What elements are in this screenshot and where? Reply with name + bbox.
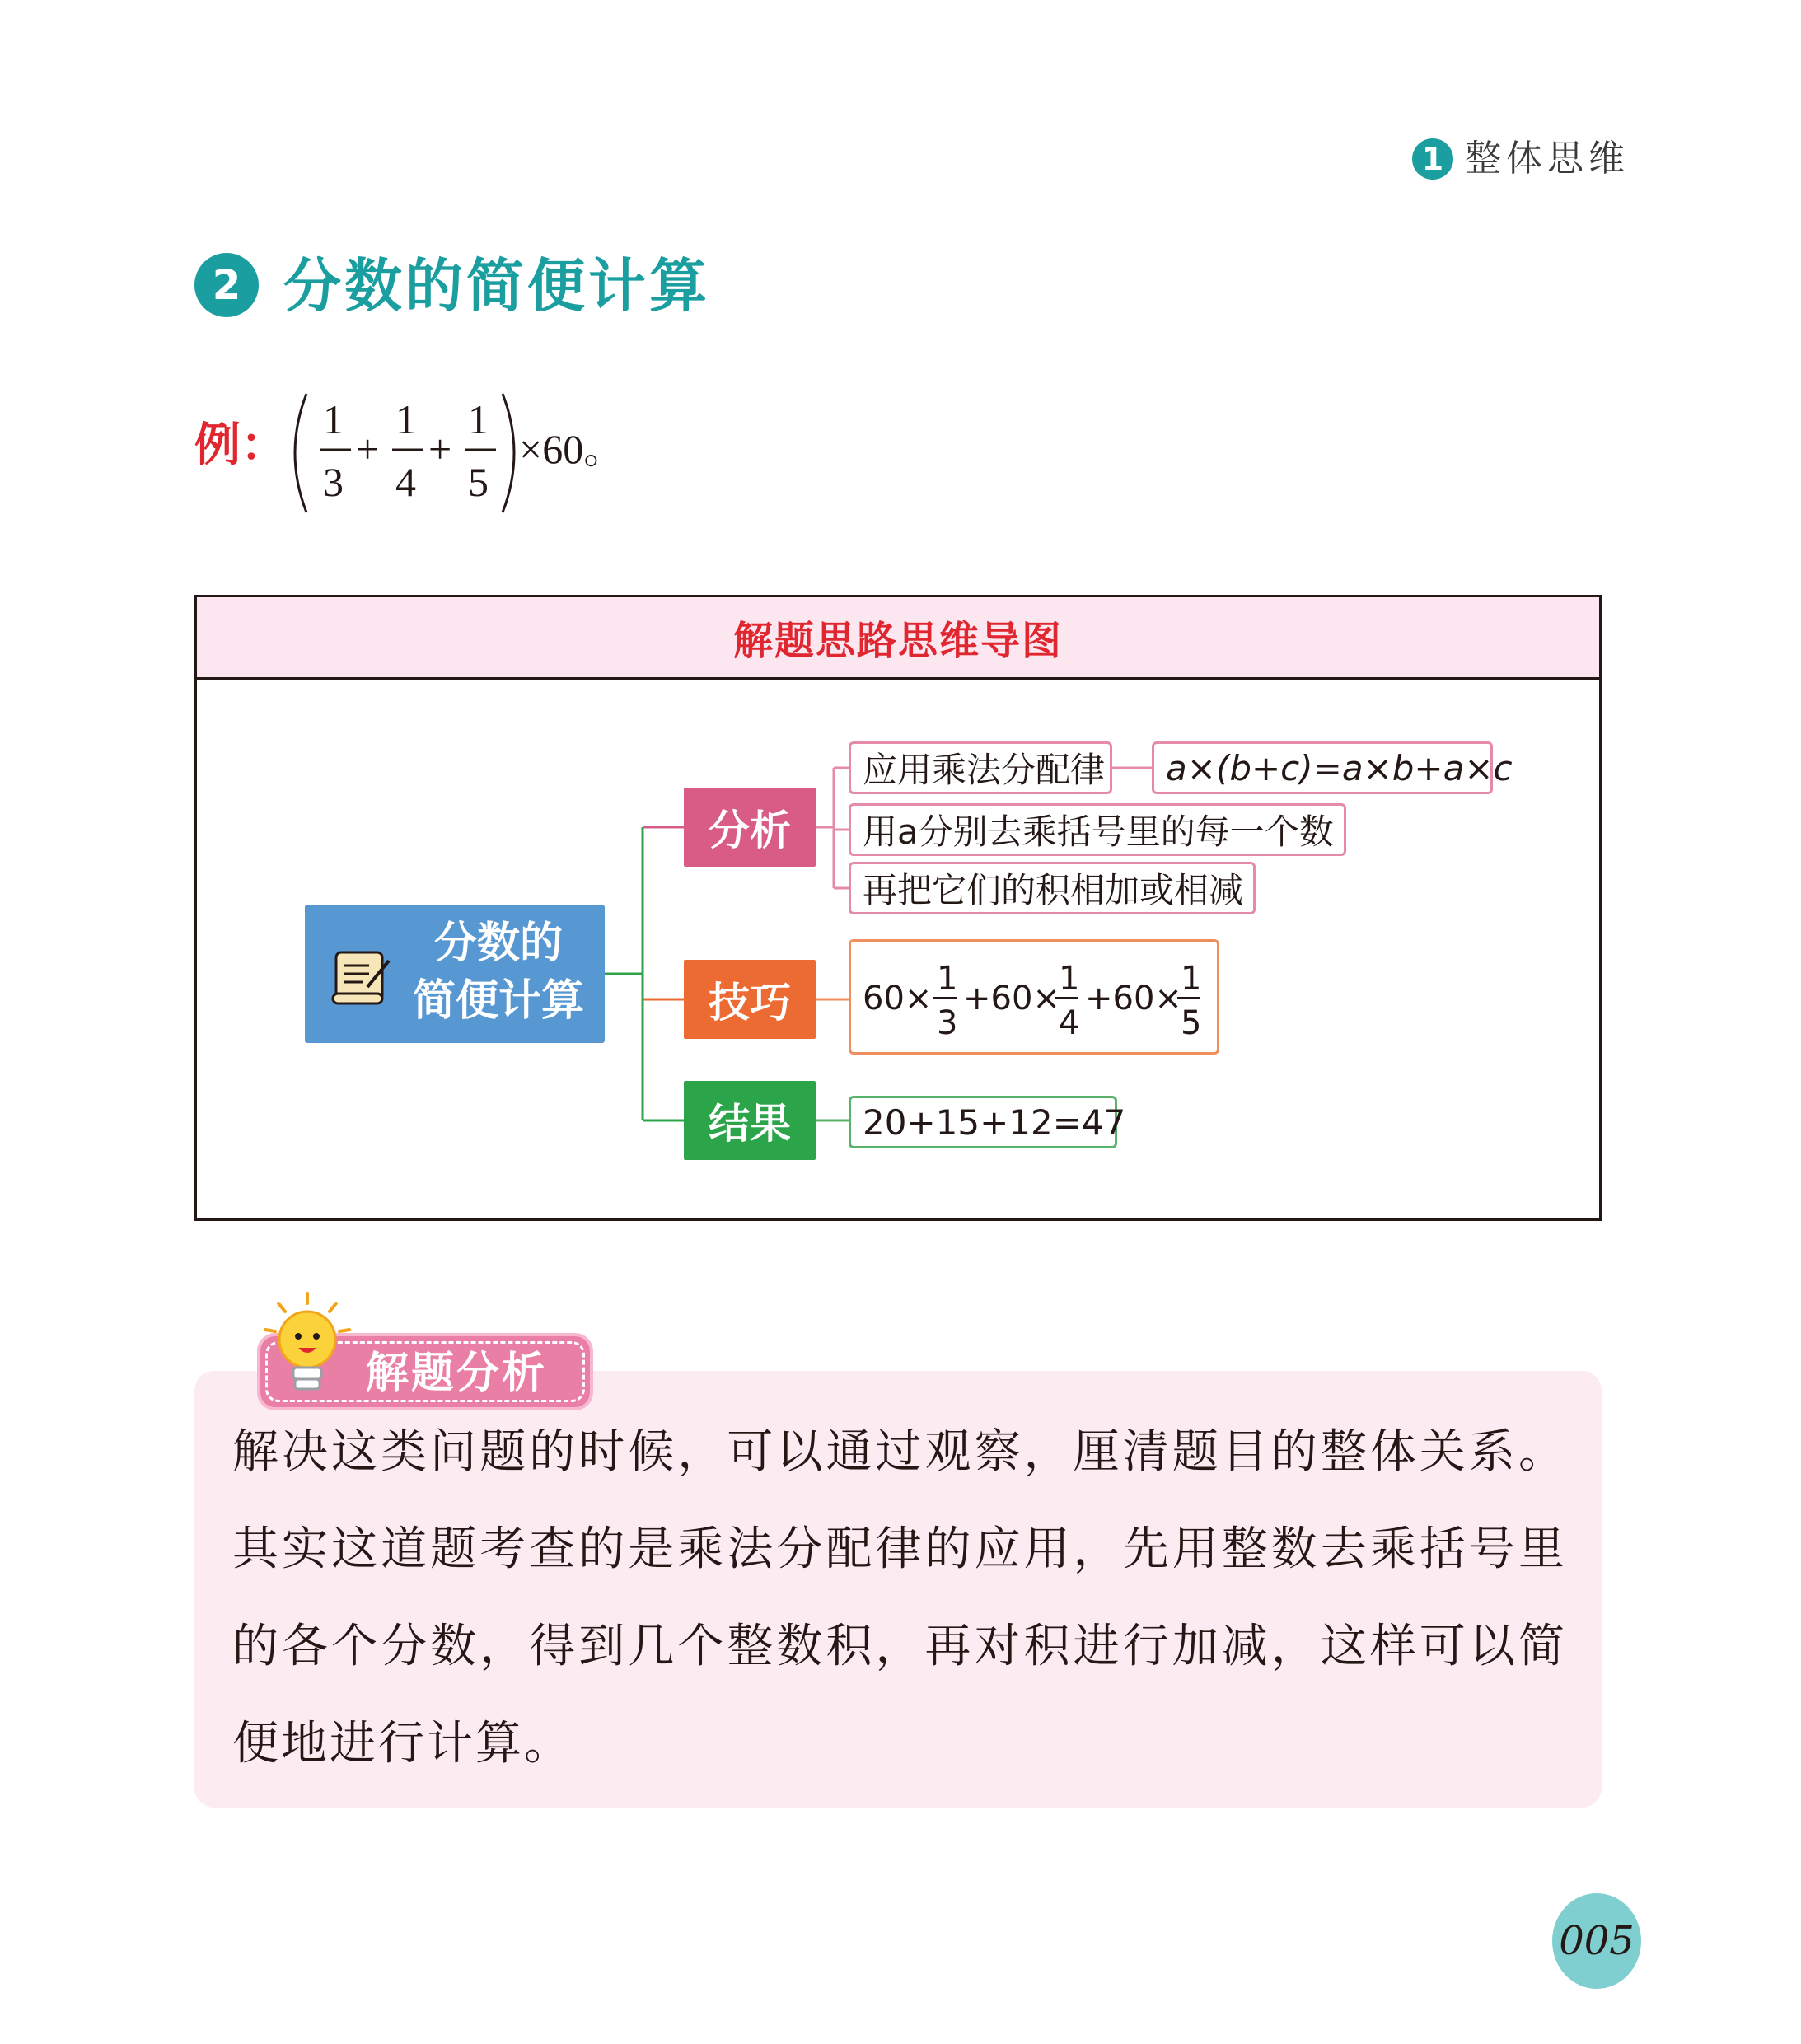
left-paren [295, 394, 306, 512]
technique-joiner-2: +60× [1085, 980, 1182, 1017]
section-number-badge: 2 [194, 253, 259, 317]
right-paren [503, 394, 514, 512]
document-icon [331, 946, 394, 1008]
technique-leaf [849, 939, 1219, 1055]
technique-expression [851, 942, 1217, 1052]
mindmap-header [197, 597, 1599, 680]
example-den-1: 3 [323, 459, 344, 505]
section-title: 分数的简便计算 [283, 252, 710, 320]
branch-technique: 技巧 [684, 960, 816, 1039]
example-num-2: 1 [395, 396, 416, 442]
lightbulb-icon [262, 1292, 353, 1399]
example-expression [280, 387, 643, 519]
analysis-text: 解决这类问题的时候，可以通过观察，厘清题目的整体关系。其实这道题考查的是乘法分配律的应用，先用整数去乘括号里的各个分数，得到几个整数积，再对积进行加减，这样可以简便地进行计算。 [232, 1425, 1567, 1770]
example-den-2: 4 [395, 459, 416, 505]
branch-result: 结果 [684, 1081, 816, 1160]
technique-num-2: 1 [1059, 960, 1080, 998]
analysis-leaf-3: 再把它们的积相加或相减 [849, 862, 1256, 914]
technique-prefix: 60× [863, 980, 933, 1017]
center-node-line-2: 简便计算 [412, 976, 584, 1026]
example-plus-2: + [428, 426, 452, 472]
distributive-formula: a×(b+c)=a×b+a×c [1152, 741, 1493, 794]
technique-num-3: 1 [1181, 960, 1202, 998]
page-number: 005 [1559, 1918, 1635, 1964]
example-multiplier: ×60。 [519, 426, 625, 472]
example-label: 例： [194, 419, 287, 472]
technique-num-1: 1 [937, 960, 958, 998]
example-plus-1: + [356, 426, 380, 472]
example-den-3: 5 [468, 459, 489, 505]
mindmap-center-node [305, 905, 605, 1043]
center-node-text [395, 914, 601, 1030]
mindmap-title: 解题思路思维导图 [732, 618, 1063, 664]
technique-joiner-1: +60× [963, 980, 1060, 1017]
chapter-title: 整体思维 [1465, 138, 1630, 180]
analysis-leaf-1: 应用乘法分配律 [849, 741, 1112, 794]
example-num-3: 1 [468, 396, 489, 442]
branch-analysis: 分析 [684, 788, 816, 867]
analysis-leaf-2: 用a分别去乘括号里的每一个数 [849, 803, 1346, 856]
center-node-line-1: 分数的 [433, 919, 563, 968]
technique-den-3: 5 [1181, 1004, 1202, 1042]
chapter-number-badge: 1 [1412, 138, 1453, 180]
technique-den-1: 3 [937, 1004, 958, 1042]
example-num-1: 1 [323, 396, 344, 442]
page-number-badge [1552, 1893, 1641, 1989]
result-leaf: 20+15+12=47 [849, 1096, 1117, 1148]
technique-den-2: 4 [1059, 1004, 1080, 1042]
analysis-tab-label: 解题分析 [366, 1349, 548, 1398]
